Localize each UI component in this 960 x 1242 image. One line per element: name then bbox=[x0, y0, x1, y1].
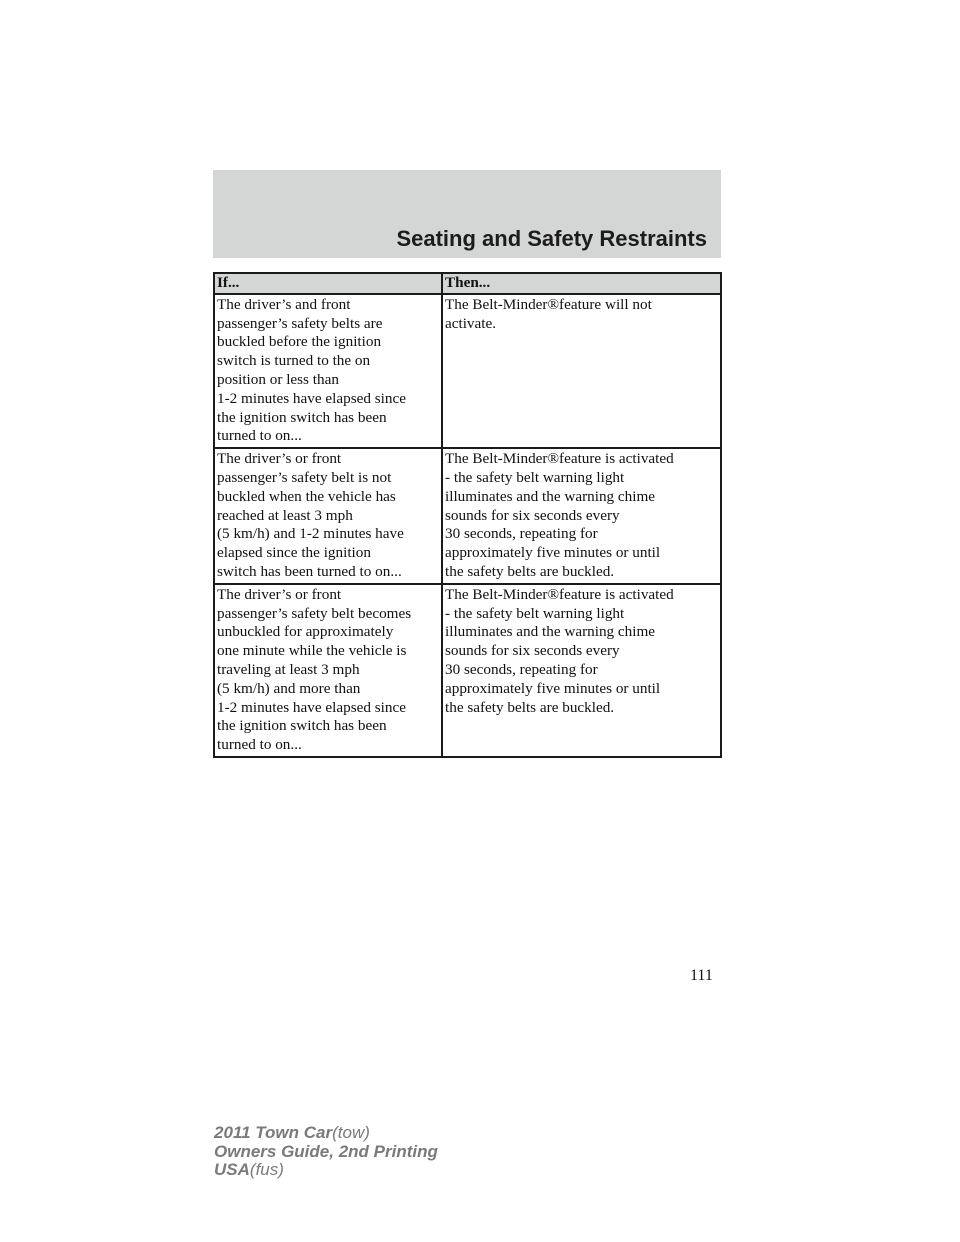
result-cell bbox=[442, 448, 721, 584]
condition-cell bbox=[214, 448, 442, 584]
condition-text: The driver’s or front passenger’s safety belt is not buckled when the vehicle has reached at least 3 mph (5 km/h) and 1-2 minutes have elapsed since the ignition switch has been turned to on... bbox=[217, 450, 404, 580]
footer-model: 2011 Town Car bbox=[214, 1123, 333, 1142]
section-title: Seating and Safety Restraints bbox=[396, 226, 707, 251]
footer-guide: Owners Guide, 2nd Printing bbox=[214, 1141, 438, 1161]
table-row bbox=[214, 294, 721, 448]
belt-minder-table bbox=[213, 272, 722, 758]
section-header-band bbox=[213, 170, 721, 258]
column-header-then: Then... bbox=[442, 273, 721, 294]
footer-market-code: (fus) bbox=[249, 1160, 284, 1179]
column-header-if: If... bbox=[214, 273, 442, 294]
footer-line-market bbox=[214, 1161, 438, 1180]
condition-text: The driver’s or front passenger’s safety belt becomes unbuckled for approximately one minute while the vehicle is traveling at least 3 mph (5 km/h) and more than 1-2 minutes have elapsed since the ignition switch has been turned to on... bbox=[217, 585, 412, 754]
result-cell bbox=[442, 584, 721, 757]
table-row bbox=[214, 584, 721, 757]
condition-cell bbox=[214, 294, 442, 448]
result-text: The Belt-Minder®feature is activated - the safety belt warning light illuminates and the warning chime sounds for six seconds every 30 seconds, repeating for approximately five minutes or until the safety belts are buckled. bbox=[445, 585, 674, 716]
document-footer bbox=[214, 1124, 438, 1180]
table-header-row bbox=[214, 273, 721, 294]
result-text: The Belt-Minder®feature will not activate. bbox=[445, 295, 652, 332]
footer-line-model bbox=[214, 1124, 438, 1143]
condition-text: The driver’s and front passenger’s safety belts are buckled before the ignition switch is turned to the on position or less than 1-2 minutes have elapsed since the ignition switch has been turned to on... bbox=[217, 295, 406, 445]
page-number: 111 bbox=[690, 967, 713, 984]
result-text: The Belt-Minder®feature is activated - the safety belt warning light illuminates and the warning chime sounds for six seconds every 30 seconds, repeating for approximately five minutes or until the safety belts are buckled. bbox=[445, 450, 674, 580]
condition-cell bbox=[214, 584, 442, 757]
table-row bbox=[214, 448, 721, 584]
footer-model-code: (tow) bbox=[332, 1123, 370, 1142]
footer-market: USA bbox=[214, 1160, 250, 1179]
result-cell bbox=[442, 294, 721, 448]
